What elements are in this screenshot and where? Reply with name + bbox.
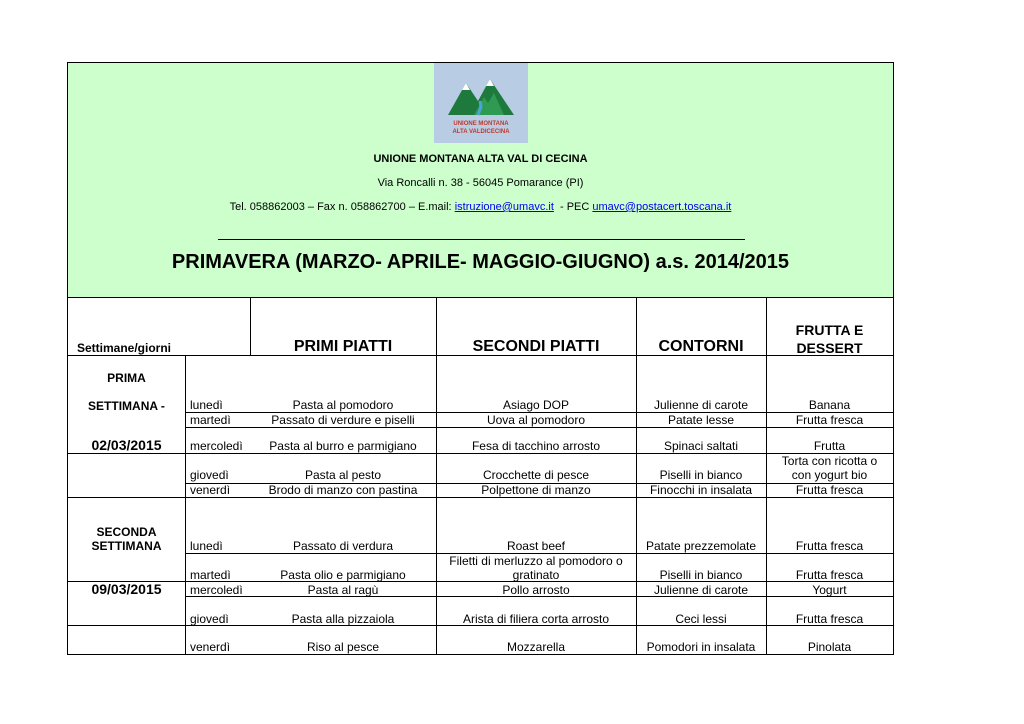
week-label: PRIMA [107,371,146,385]
day-cell: giovedì [190,468,229,482]
primi-cell: Passato di verdure e piselli [271,413,415,427]
menu-title: PRIMAVERA (MARZO- APRILE- MAGGIO-GIUGNO) a.s. 2014/2015 [171,251,790,273]
frutta-cell: Frutta fresca [795,568,864,582]
frutta-cell: Frutta [813,439,846,453]
day-cell: venerdì [190,640,231,654]
primi-cell: Pasta al pesto [304,468,382,482]
frutta-cell: Torta con ricotta o [781,454,878,468]
contorni-cell: Spinaci saltati [663,439,739,453]
week-label: SECONDA [96,525,157,539]
contorni-cell: Julienne di carote [653,583,749,597]
organization-name: UNIONE MONTANA ALTA VAL DI CECINA [373,153,588,165]
header-divider [218,239,745,240]
pec-prefix: - PEC [553,201,593,213]
primi-cell: Pasta al burro e parmigiano [269,439,417,453]
primi-cell: Pasta olio e parmigiano [280,568,406,582]
frutta-cell: con yogurt bio [791,468,868,482]
frutta-cell: Frutta fresca [795,539,864,553]
secondi-cell: Asiago DOP [502,398,570,412]
mountains-icon [434,63,528,143]
secondi-cell: Arista di filiera corta arrosto [462,612,610,626]
week-label: SETTIMANA - [88,399,165,413]
frutta-cell: Frutta fresca [795,483,864,497]
primi-cell: Brodo di manzo con pastina [268,483,418,497]
day-cell: venerdì [190,483,231,497]
frutta-cell: Frutta fresca [795,612,864,626]
organization-address: Via Roncalli n. 38 - 56045 Pomarance (PI) [377,177,584,189]
secondi-cell: Uova al pomodoro [486,413,586,427]
pec-link[interactable]: umavc@postacert.toscana.it [592,201,732,213]
contorni-cell: Pomodori in insalata [646,640,756,654]
unione-montana-logo [434,63,528,143]
letterhead [68,63,893,298]
contacts-prefix: Tel. 058862003 – Fax n. 058862700 – E.mail: [229,201,455,213]
frutta-cell: Banana [808,398,851,412]
secondi-cell: Crocchette di pesce [482,468,590,482]
secondi-cell: Pollo arrosto [502,583,570,597]
secondi-cell: gratinato [512,568,560,582]
week-label: SETTIMANA [91,539,162,553]
column-header-secondi: SECONDI PIATTI [472,338,600,355]
day-cell: mercoledì [190,439,243,453]
column-header-contorni: CONTORNI [658,338,744,355]
secondi-cell: Mozzarella [506,640,566,654]
primi-cell: Riso al pesce [306,640,380,654]
contorni-cell: Piselli in bianco [659,568,743,582]
contorni-cell: Finocchi in insalata [649,483,753,497]
frutta-cell: Pinolata [807,640,852,654]
primi-cell: Pasta alla pizzaiola [291,612,395,626]
menu-document [67,62,894,655]
contorni-cell: Piselli in bianco [659,468,743,482]
day-cell: lunedì [190,398,223,412]
primi-cell: Pasta al pomodoro [292,398,394,412]
svg-text:ALTA VALDICECINA: ALTA VALDICECINA [452,129,510,135]
contorni-cell: Patate lesse [667,413,735,427]
secondi-cell: Fesa di tacchino arrosto [471,439,601,453]
column-header-primi: PRIMI PIATTI [293,338,393,355]
day-cell: martedì [190,413,231,427]
primi-cell: Pasta al ragù [307,583,379,597]
week-date: 09/03/2015 [91,581,162,597]
primi-cell: Passato di verdura [292,539,394,553]
contorni-cell: Ceci lessi [675,612,727,626]
secondi-cell: Roast beef [506,539,566,553]
svg-text:UNIONE MONTANA: UNIONE MONTANA [453,121,509,127]
frutta-cell: Yogurt [812,583,847,597]
column-header-frutta-line1: FRUTTA E [795,322,864,338]
frutta-cell: Frutta fresca [795,413,864,427]
contorni-cell: Patate prezzemolate [645,539,757,553]
contorni-cell: Julienne di carote [653,398,749,412]
email-link[interactable]: istruzione@umavc.it [454,201,554,213]
contact-line [68,201,893,213]
secondi-cell: Filetti di merluzzo al pomodoro o [449,554,623,568]
column-header-weeks: Settimane/giorni [77,341,172,355]
day-cell: martedì [190,568,231,582]
day-cell: giovedì [190,612,229,626]
week-date: 02/03/2015 [91,437,162,453]
day-cell: mercoledì [190,583,243,597]
day-cell: lunedì [190,539,223,553]
column-header-frutta-line2: DESSERT [796,340,863,356]
secondi-cell: Polpettone di manzo [481,483,591,497]
